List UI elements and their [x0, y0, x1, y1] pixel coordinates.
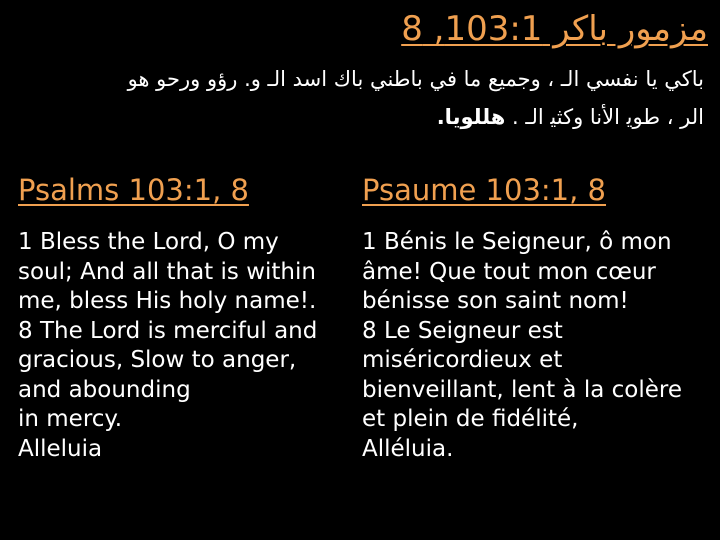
english-line: Alleluia: [18, 435, 103, 462]
french-title: Psaume 103:1, 8: [362, 173, 607, 207]
english-line: 1 Bless the Lord, O my: [18, 229, 279, 255]
english-line: 8 The Lord is merciful and: [18, 317, 318, 344]
english-verse: [18, 228, 350, 464]
arabic-verse: [14, 60, 704, 136]
french-line: 1 Bénis le Seigneur, ô mon: [362, 229, 672, 255]
french-line: âme! Que tout mon cœur: [362, 258, 656, 285]
french-line: Alléluia.: [362, 435, 454, 462]
french-line: bénisse son saint nom!: [362, 288, 629, 314]
english-line: me, bless His holy name!.: [18, 288, 317, 314]
french-line: miséricordieux et: [362, 347, 563, 373]
french-verse: [362, 228, 712, 464]
french-line: 8 Le Seigneur est: [362, 317, 563, 344]
english-line: and abounding: [18, 376, 191, 403]
english-line: in mercy.: [18, 406, 123, 432]
french-line: et plein de fidélité,: [362, 406, 579, 432]
english-line: gracious, Slow to anger,: [18, 347, 297, 373]
english-line: soul; And all that is within: [18, 258, 316, 285]
english-title: Psalms 103:1, 8: [18, 173, 249, 207]
arabic-verse-line-2: [14, 98, 704, 136]
arabic-verse-line-1: باكي يا نفسي الـ ، وجميع ما في باطني باك اسد الـ و. رؤو ورحو هو: [127, 67, 704, 91]
arabic-verse-line-2-text: الر ، طوي‍ الأنا وكثي‍ الـ .: [505, 105, 704, 129]
arabic-hallelujah: هللويا.: [436, 105, 506, 129]
french-line: bienveillant, lent à la colère: [362, 376, 682, 403]
arabic-title: مزمور باكر 103:1, 8: [401, 9, 708, 49]
